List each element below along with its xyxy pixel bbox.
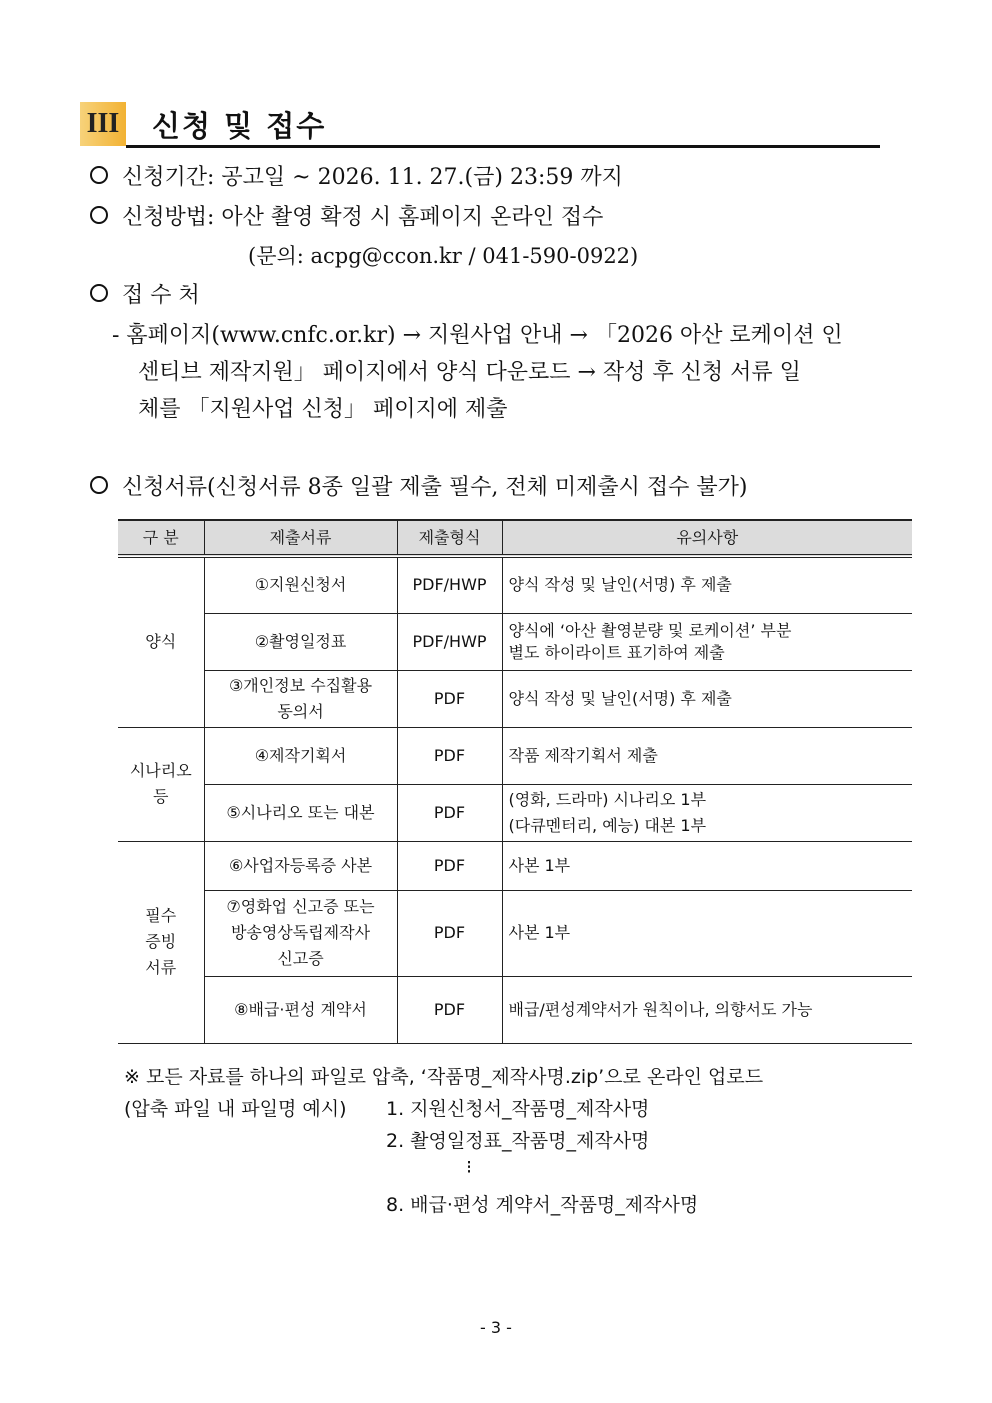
doc-cell: ④제작기획서	[204, 727, 397, 784]
contact-info: (문의: acpg@ccon.kr / 041-590-0922)	[248, 244, 639, 268]
circle-bullet-icon	[90, 206, 108, 224]
receipt-text-line-3: 체를 「지원사업 신청」 페이지에 제출	[138, 397, 508, 422]
doc-line: 동의서	[277, 701, 324, 721]
method-value: 아산 촬영 확정 시 홈페이지 온라인 접수	[221, 205, 604, 230]
group-line: 서류	[145, 958, 177, 977]
section-underline	[126, 145, 880, 148]
header-category: 구 분	[118, 520, 204, 556]
note-cell: 양식 작성 및 날인(서명) 후 제출	[502, 670, 912, 727]
doc-cell	[204, 890, 397, 976]
doc-cell: ⑧배급·편성 계약서	[204, 976, 397, 1043]
page-number: - 3 -	[480, 1318, 512, 1337]
format-cell: PDF/HWP	[397, 556, 502, 613]
group-line: 시나리오	[129, 761, 192, 780]
format-cell: PDF	[397, 890, 502, 976]
table-row	[118, 890, 912, 976]
note-cell: 양식 작성 및 날인(서명) 후 제출	[502, 556, 912, 613]
format-cell: PDF	[397, 727, 502, 784]
example-item: 8. 배급·편성 계약서_작품명_제작사명	[386, 1194, 699, 1216]
group-line: 증빙	[145, 932, 177, 951]
note-cell: 배급/편성계약서가 원칙이나, 의향서도 가능	[502, 976, 912, 1043]
method-label: 신청방법:	[122, 205, 215, 230]
table-row	[118, 613, 912, 670]
table-row	[118, 670, 912, 727]
header-remarks: 유의사항	[502, 520, 912, 556]
header-format: 제출형식	[397, 520, 502, 556]
note-cell: 작품 제작기획서 제출	[502, 727, 912, 784]
section-title: 신청 및 접수	[152, 109, 327, 143]
receipt-label: 접 수 처	[122, 283, 200, 308]
format-cell: PDF	[397, 976, 502, 1043]
example-item: 1. 지원신청서_작품명_제작사명	[386, 1098, 650, 1120]
documents-heading-text: 신청서류(신청서류 8종 일괄 제출 필수, 전체 미제출시 접수 불가)	[122, 475, 748, 500]
group-line: 필수	[145, 906, 177, 925]
format-cell: PDF	[397, 670, 502, 727]
doc-cell: ⑥사업자등록증 사본	[204, 841, 397, 890]
documents-table	[118, 519, 912, 1044]
receipt-text-line-2: 센티브 제작지원」 페이지에서 양식 다운로드 → 작성 후 신청 서류 일	[138, 360, 801, 385]
note-cell: 사본 1부	[502, 841, 912, 890]
table-row	[118, 556, 912, 613]
doc-cell	[204, 670, 397, 727]
receipt-line	[90, 278, 200, 309]
example-label: (압축 파일 내 파일명 예시)	[124, 1098, 347, 1120]
doc-cell: ②촬영일정표	[204, 613, 397, 670]
period-label: 신청기간:	[122, 165, 215, 190]
table-row	[118, 841, 912, 890]
documents-heading	[90, 470, 747, 501]
format-cell: PDF	[397, 841, 502, 890]
header-document: 제출서류	[204, 520, 397, 556]
table-row	[118, 727, 912, 784]
ellipsis-mark: ⁝	[466, 1156, 473, 1178]
note-cell	[502, 784, 912, 841]
period-value: 공고일 ~ 2026. 11. 27.(금) 23:59 까지	[221, 165, 623, 190]
format-cell: PDF	[397, 784, 502, 841]
note-line: 별도 하이라이트 표기하여 제출	[508, 642, 725, 662]
doc-line: 신고증	[277, 949, 324, 968]
example-item: 2. 촬영일정표_작품명_제작사명	[386, 1130, 650, 1152]
zip-note: ※ 모든 자료를 하나의 파일로 압축, ‘작품명_제작사명.zip’으로 온라인 업로드	[124, 1066, 764, 1088]
format-cell: PDF/HWP	[397, 613, 502, 670]
doc-line: ③개인정보 수집활용	[228, 675, 373, 695]
group-line: 등	[153, 787, 169, 806]
doc-line: ⑦영화업 신고증 또는	[226, 897, 375, 916]
table-header-row	[118, 520, 912, 556]
circle-bullet-icon	[90, 476, 108, 494]
method-line	[90, 200, 603, 231]
group-form: 양식	[118, 556, 204, 727]
group-proof	[118, 841, 204, 1043]
doc-cell: ⑤시나리오 또는 대본	[204, 784, 397, 841]
section-header	[80, 100, 880, 150]
doc-line: 방송영상독립제작사	[230, 923, 371, 942]
circle-bullet-icon	[90, 166, 108, 184]
table-row	[118, 784, 912, 841]
note-line: 양식에 ‘아산 촬영분량 및 로케이션’ 부분	[508, 620, 792, 640]
note-cell: 사본 1부	[502, 890, 912, 976]
section-number: III	[80, 102, 126, 146]
period-line	[90, 160, 623, 191]
note-cell	[502, 613, 912, 670]
note-line: (영화, 드라마) 시나리오 1부	[508, 789, 707, 809]
receipt-text-line-1: - 홈페이지(www.cnfc.or.kr) → 지원사업 안내 → 「2026 아산 로케이션 인	[112, 323, 843, 348]
doc-cell: ①지원신청서	[204, 556, 397, 613]
note-line: (다큐멘터리, 예능) 대본 1부	[508, 815, 707, 835]
table-row	[118, 976, 912, 1043]
circle-bullet-icon	[90, 284, 108, 302]
group-scenario	[118, 727, 204, 841]
